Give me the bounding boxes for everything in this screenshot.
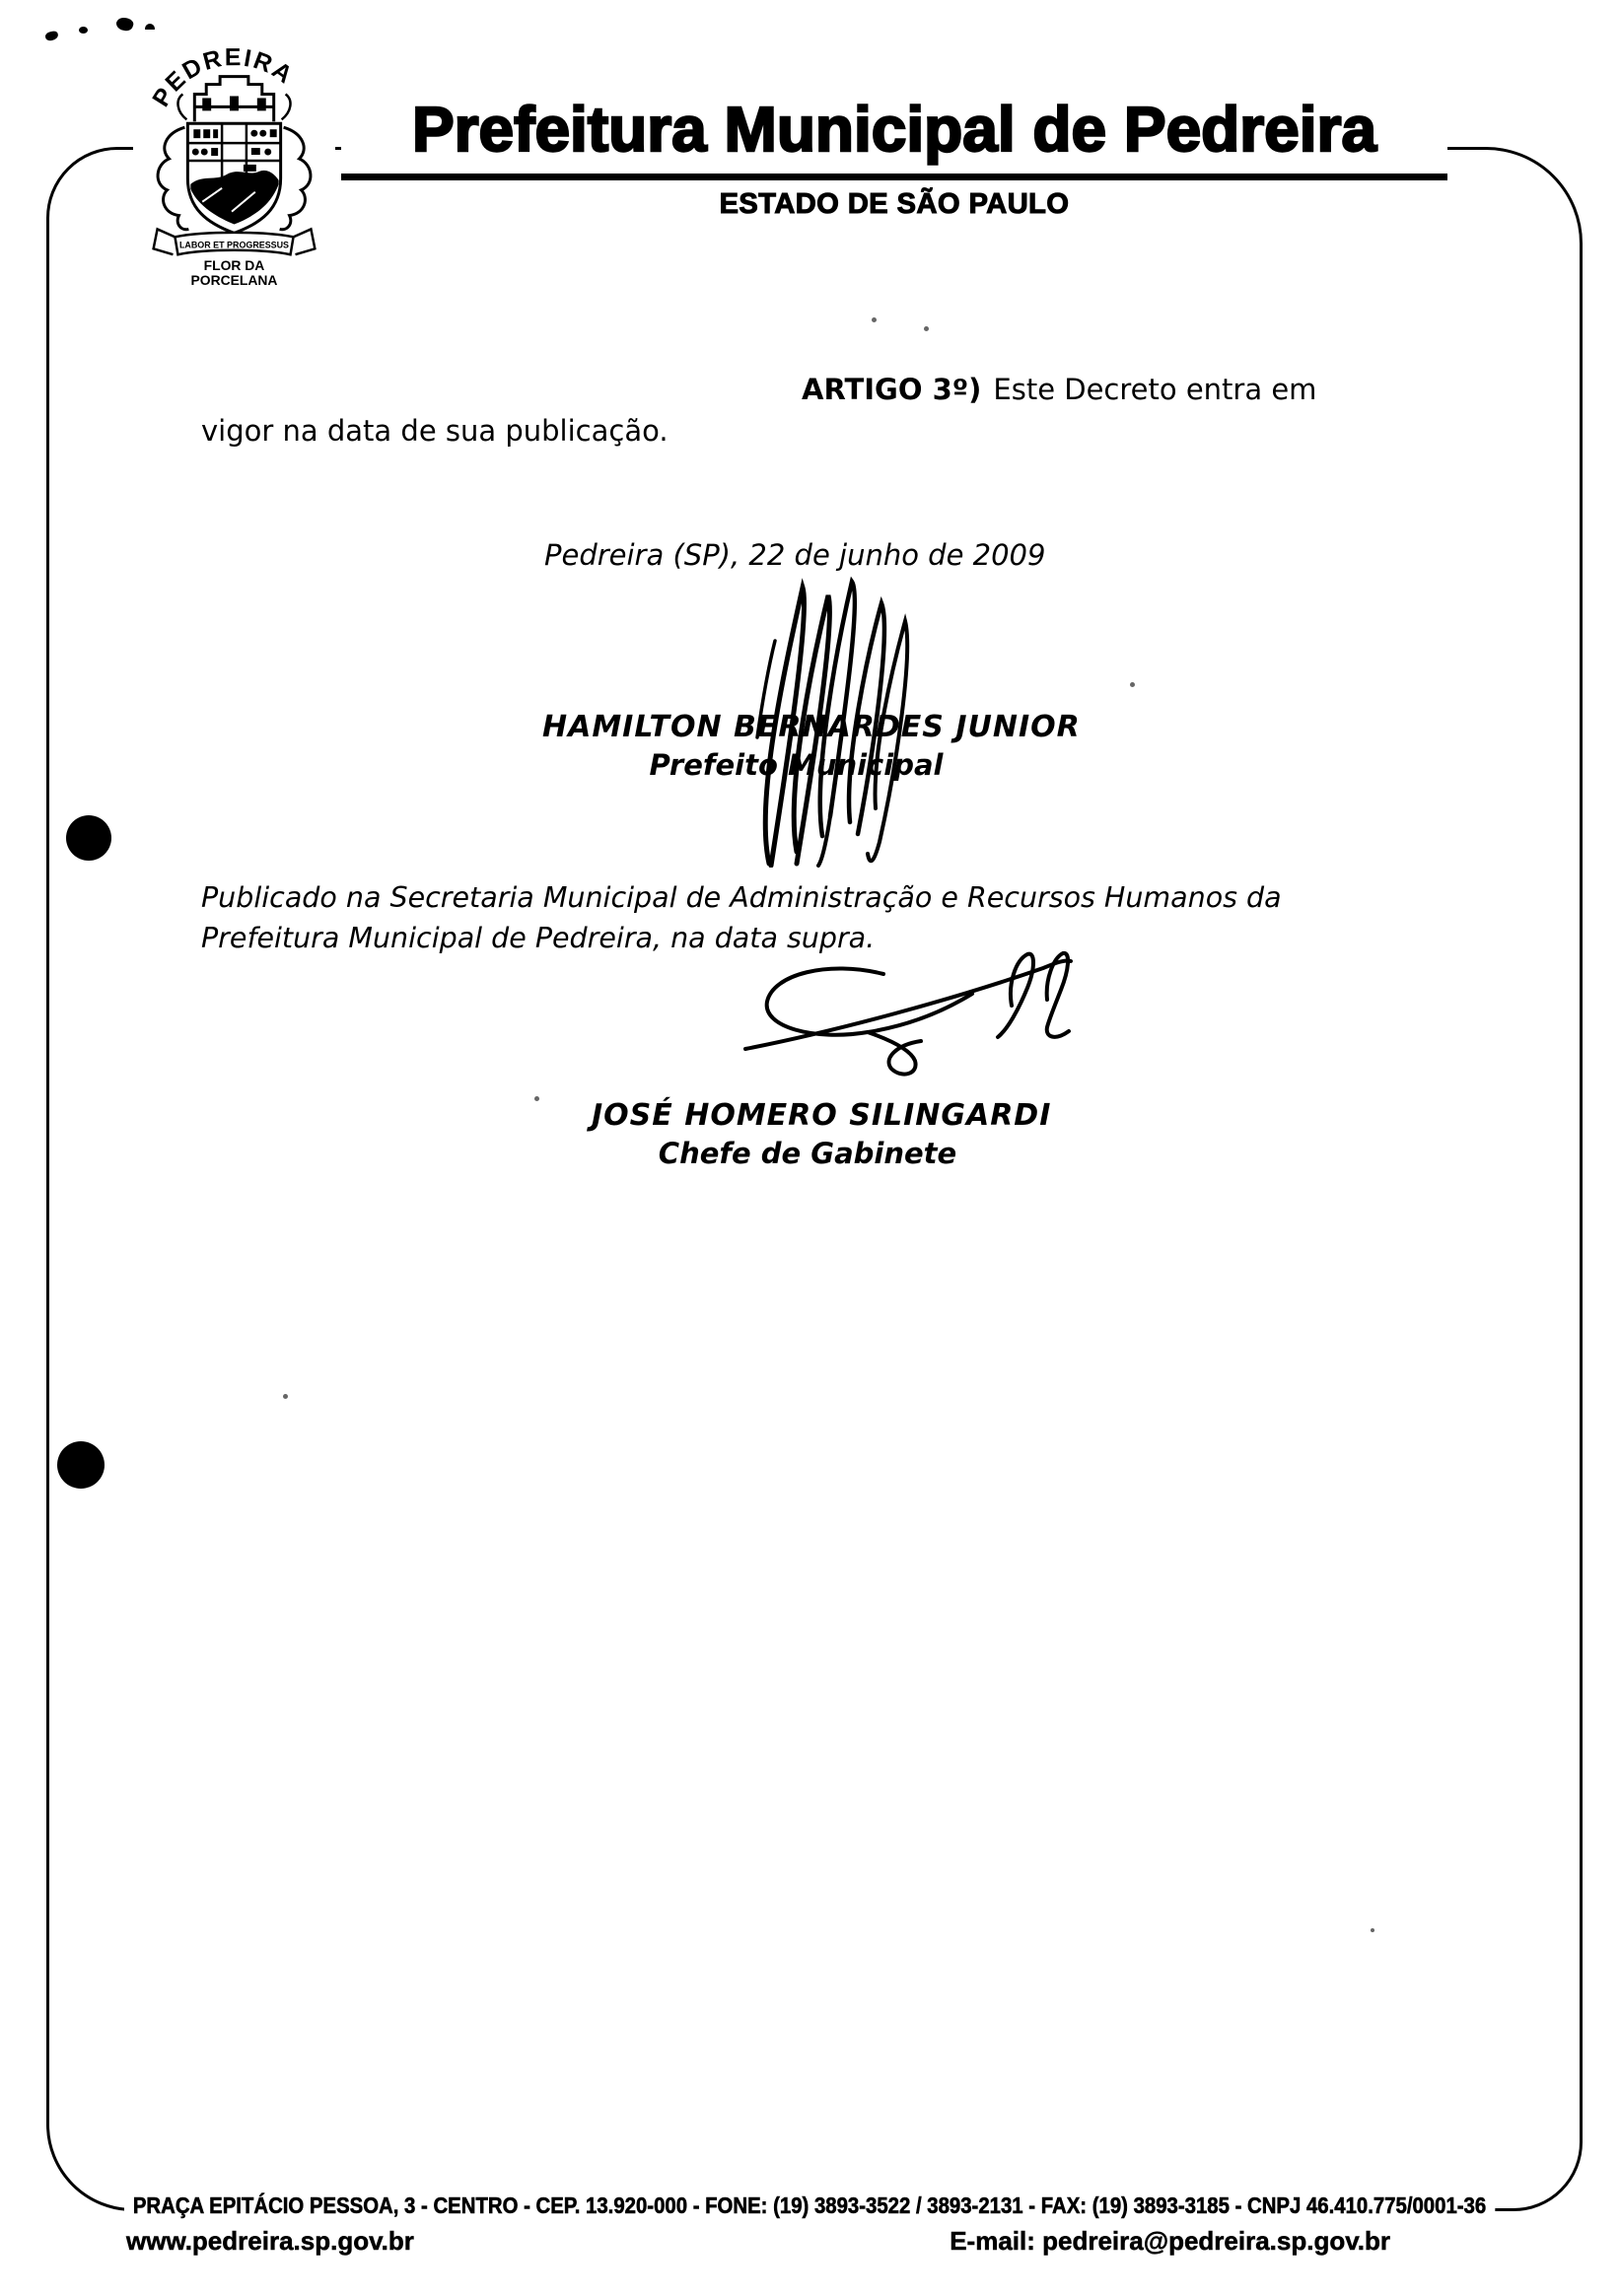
letterhead	[341, 83, 1447, 231]
coat-of-arms	[133, 30, 335, 286]
chief-role: Chefe de Gabinete	[658, 1137, 957, 1170]
dateline: Pedreira (SP), 22 de junho de 2009	[544, 538, 1046, 572]
article-line-2: vigor na data de sua publicação.	[201, 414, 669, 448]
state-subtitle: ESTADO DE SÃO PAULO	[719, 188, 1070, 220]
scan-speck	[1130, 682, 1135, 687]
mayor-name: HAMILTON BERNARDES JUNIOR	[542, 710, 1081, 744]
scan-speck	[283, 1394, 288, 1399]
chief-signature-block	[592, 1096, 1052, 1173]
publication-note-line-2: Prefeitura Municipal de Pedreira, na data supra.	[201, 922, 876, 954]
mayor-role: Prefeito Municipal	[649, 748, 944, 782]
scan-speck	[872, 317, 877, 322]
coat-of-arms-graphic	[133, 30, 335, 286]
chief-name: JOSÉ HOMERO SILINGARDI	[592, 1098, 1052, 1133]
scan-speck	[924, 326, 929, 331]
crest-tagline-1: FLOR DA	[203, 257, 265, 274]
scan-speck	[114, 16, 134, 34]
crest-motto: LABOR ET PROGRESSUS	[178, 240, 290, 250]
page-border-frame	[46, 147, 1583, 2211]
scan-speck	[534, 1096, 539, 1101]
scan-speck	[1371, 1928, 1374, 1932]
footer-email: E-mail: pedreira@pedreira.sp.gov.br	[950, 2226, 1390, 2256]
footer-contacts	[126, 2226, 1390, 2257]
footer-address: PRAÇA EPITÁCIO PESSOA, 3 - CENTRO - CEP. 13.920-000 - FONE: (19) 3893-3522 / 3893-2131 - FAX: (19) 3893-3185 - CNPJ 46.410.775/0001-36	[124, 2189, 1495, 2222]
article-text: Este Decreto entra em	[993, 373, 1317, 406]
chief-signature	[718, 944, 1094, 1080]
mayor-signature-block	[542, 708, 1081, 785]
scan-speck	[44, 31, 59, 42]
crest-tagline-2: PORCELANA	[190, 272, 278, 286]
crest-arc-text: PEDREIRA	[147, 44, 299, 112]
article-label: ARTIGO 3º)	[802, 373, 982, 406]
article-line-1	[802, 373, 1316, 406]
publication-note-line-1: Publicado na Secretaria Municipal de Administração e Recursos Humanos da	[201, 881, 1282, 914]
page-title: Prefeitura Municipal de Pedreira	[411, 94, 1377, 165]
footer-website: www.pedreira.sp.gov.br	[126, 2226, 414, 2256]
scan-speck	[79, 27, 88, 34]
hole-punch-bottom	[57, 1441, 105, 1489]
hole-punch-top	[66, 815, 111, 861]
